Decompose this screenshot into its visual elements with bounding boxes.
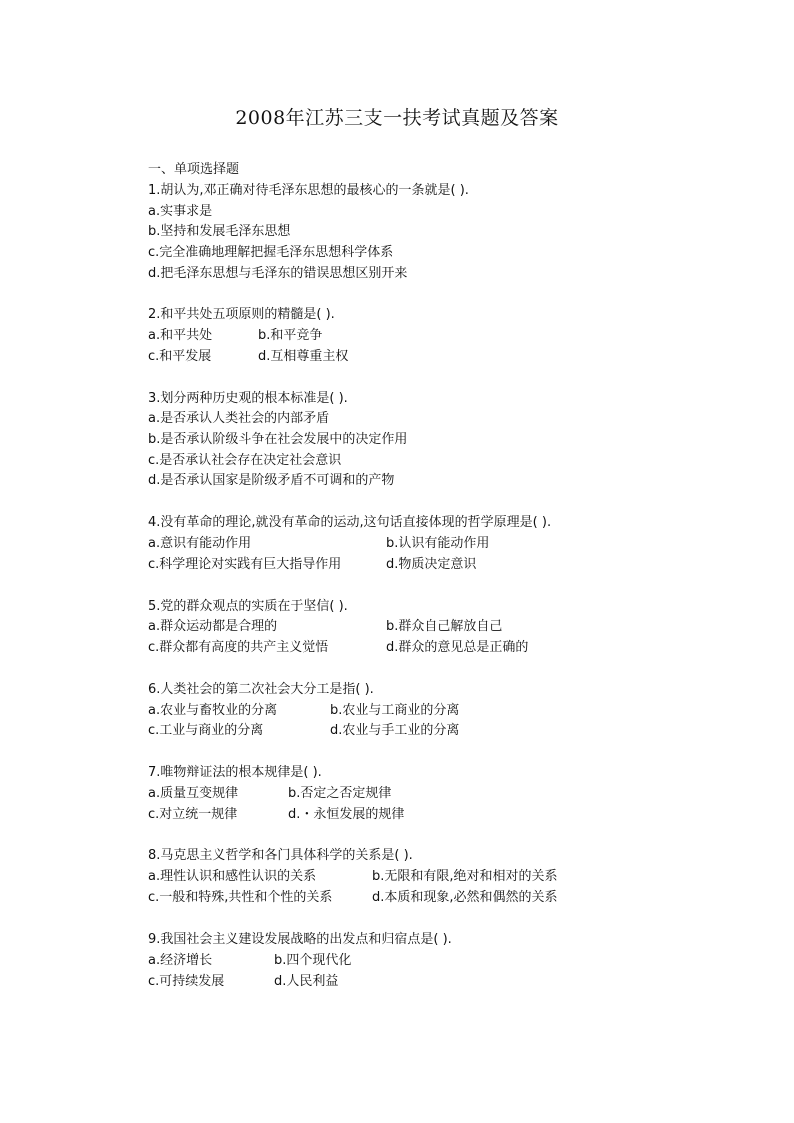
- question-5-stem: 5.党的群众观点的实质在于坚信( ).: [148, 599, 348, 614]
- question-4-option-b: b.认识有能动作用: [386, 536, 490, 551]
- question-8-option-d: d.本质和现象,必然和偶然的关系: [372, 890, 558, 905]
- question-2-stem: 2.和平共处五项原则的精髓是( ).: [148, 307, 335, 322]
- question-6-option-b: b.农业与工商业的分离: [330, 703, 460, 718]
- question-9-option-a: a.经济增长: [148, 953, 213, 968]
- page-title: 2008年江苏三支一扶考试真题及答案: [235, 107, 559, 129]
- question-8-option-a: a.理性认识和感性认识的关系: [148, 869, 317, 884]
- question-6-option-c: c.工业与商业的分离: [148, 723, 264, 738]
- question-9-option-b: b.四个现代化: [274, 953, 352, 968]
- question-3-option-c: c.是否承认社会存在决定社会意识: [148, 453, 342, 468]
- question-5-option-d: d.群众的意见总是正确的: [386, 640, 529, 655]
- question-6-option-d: d.农业与手工业的分离: [330, 723, 460, 738]
- question-3-option-d: d.是否承认国家是阶级矛盾不可调和的产物: [148, 473, 395, 488]
- question-9-option-c: c.可持续发展: [148, 974, 225, 989]
- question-4-stem: 4.没有革命的理论,就没有革命的运动,这句话直接体现的哲学原理是( ).: [148, 515, 552, 530]
- question-8-option-c: c.一般和特殊,共性和个性的关系: [148, 890, 333, 905]
- question-7-option-b: b.否定之否定规律: [288, 786, 392, 801]
- question-7-option-a: a.质量互变规律: [148, 786, 239, 801]
- question-3-option-b: b.是否承认阶级斗争在社会发展中的决定作用: [148, 432, 408, 447]
- question-8-stem: 8.马克思主义哲学和各门具体科学的关系是( ).: [148, 848, 413, 863]
- question-1-stem: 1.胡认为,邓正确对待毛泽东思想的最核心的一条就是( ).: [148, 183, 469, 198]
- question-7-option-c: c.对立统一规律: [148, 807, 238, 822]
- question-7-option-d: d.・永恒发展的规律: [288, 807, 405, 822]
- question-7-stem: 7.唯物辩证法的根本规律是( ).: [148, 765, 322, 780]
- question-9-stem: 9.我国社会主义建设发展战略的出发点和归宿点是( ).: [148, 932, 452, 947]
- question-5-option-b: b.群众自己解放自己: [386, 619, 503, 634]
- question-6-option-a: a.农业与畜牧业的分离: [148, 703, 278, 718]
- question-2-option-b: b.和平竞争: [258, 328, 323, 343]
- question-2-option-a: a.和平共处: [148, 328, 213, 343]
- question-2-option-c: c.和平发展: [148, 349, 212, 364]
- question-2-option-d: d.互相尊重主权: [258, 349, 349, 364]
- question-4-option-d: d.物质决定意识: [386, 557, 477, 572]
- question-1-option-a: a.实事求是: [148, 204, 213, 219]
- question-1-option-c: c.完全准确地理解把握毛泽东思想科学体系: [148, 245, 394, 260]
- question-9-option-d: d.人民利益: [274, 974, 339, 989]
- question-1-option-b: b.坚持和发展毛泽东思想: [148, 224, 291, 239]
- question-4-option-c: c.科学理论对实践有巨大指导作用: [148, 557, 342, 572]
- question-5-option-c: c.群众都有高度的共产主义觉悟: [148, 640, 329, 655]
- question-8-option-b: b.无限和有限,绝对和相对的关系: [372, 869, 558, 884]
- section-heading: 一、单项选择题: [148, 162, 240, 177]
- question-3-option-a: a.是否承认人类社会的内部矛盾: [148, 411, 330, 426]
- question-5-option-a: a.群众运动都是合理的: [148, 619, 278, 634]
- question-3-stem: 3.划分两种历史观的根本标准是( ).: [148, 391, 348, 406]
- question-4-option-a: a.意识有能动作用: [148, 536, 252, 551]
- question-1-option-d: d.把毛泽东思想与毛泽东的错误思想区别开来: [148, 266, 408, 281]
- question-6-stem: 6.人类社会的第二次社会大分工是指( ).: [148, 682, 374, 697]
